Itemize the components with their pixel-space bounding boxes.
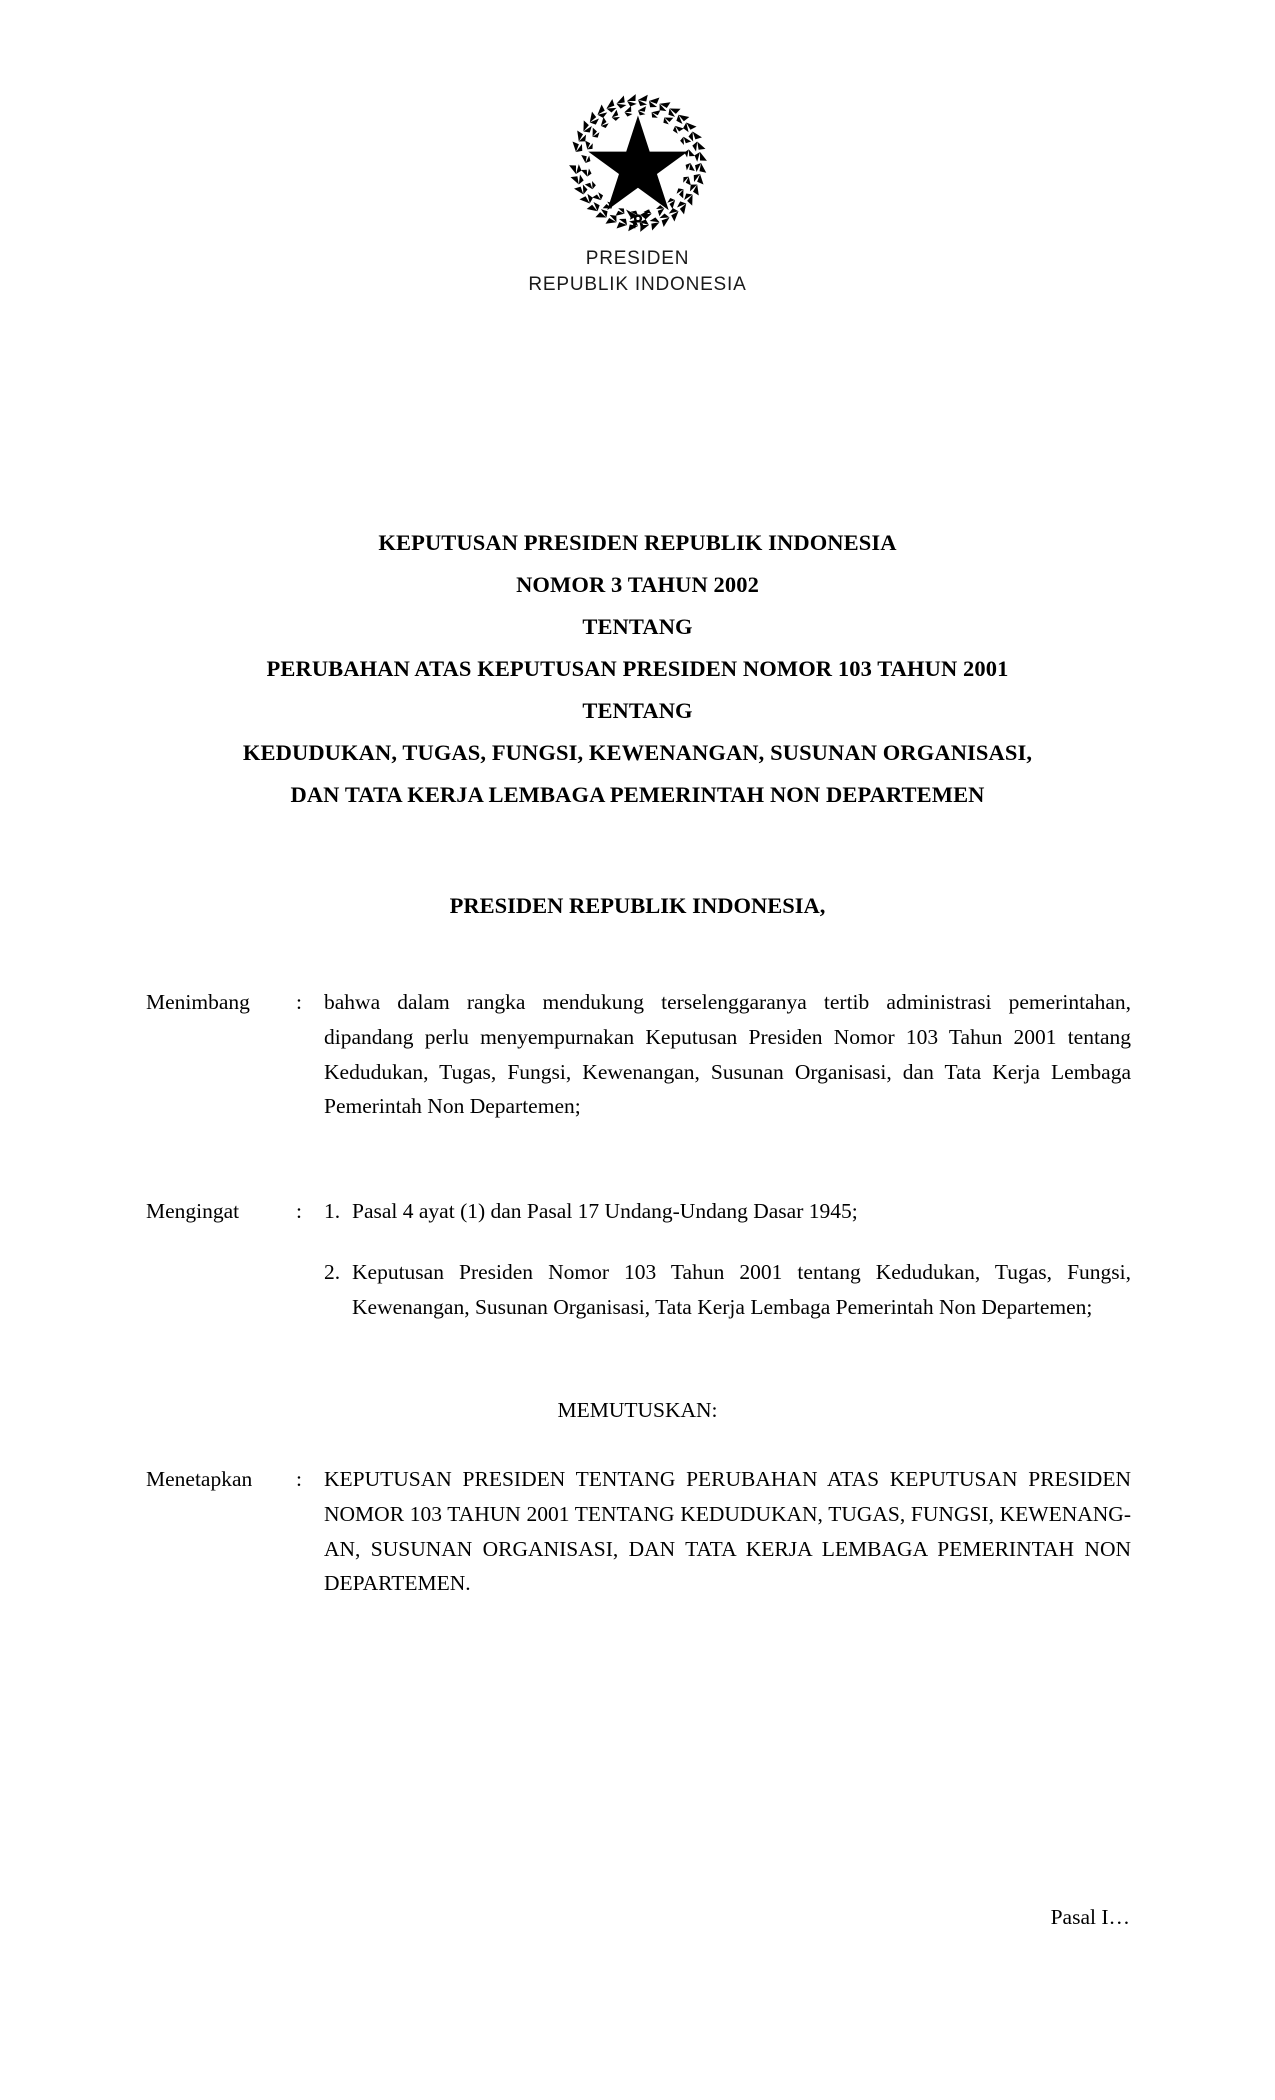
clause-menimbang xyxy=(146,985,1131,1124)
mengingat-list xyxy=(324,1194,1131,1324)
title-line-1: KEPUTUSAN PRESIDEN REPUBLIK INDONESIA xyxy=(378,530,897,555)
clause-mengingat xyxy=(146,1194,1131,1324)
document-title-block xyxy=(100,522,1175,816)
title-line-7: DAN TATA KERJA LEMBAGA PEMERINTAH NON DEPARTEMEN xyxy=(290,782,985,808)
title-line-4: PERUBAHAN ATAS KEPUTUSAN PRESIDEN NOMOR 103 TAHUN 2001 xyxy=(266,656,1009,682)
mengingat-item-1-marker: 1. xyxy=(324,1199,341,1223)
menimbang-colon: : xyxy=(296,990,302,1014)
menimbang-label: Menimbang xyxy=(146,990,250,1014)
mengingat-list-item xyxy=(324,1255,1131,1325)
letterhead-line-presiden: PRESIDEN xyxy=(585,248,690,269)
menimbang-body: bahwa dalam rangka mendukung terselenggaranya tertib administrasi pemerintahan, dipandang perlu menyempurnakan Keputusan Presiden Nomor 103 Tahun 2001 tentang Kedudukan, Tugas, Fungsi, Kewenangan, Susunan Organisasi, dan Tata Kerja Lembaga Pemerintah Non Departemen; xyxy=(324,990,1131,1119)
title-line-2: NOMOR 3 TAHUN 2002 xyxy=(516,572,759,598)
memutuskan-heading: MEMUTUSKAN: xyxy=(557,1398,718,1422)
page-continuation-note: Pasal I… xyxy=(1050,1905,1130,1929)
mengingat-item-2-marker: 2. xyxy=(324,1259,341,1284)
mengingat-list-item xyxy=(324,1194,1131,1229)
letterhead xyxy=(0,88,1275,297)
mengingat-item-2-text: Keputusan Presiden Nomor 103 Tahun 2001 tentang Kedudukan, Tugas, Fungsi, Kewenangan, Susunan Organisasi, Tata Kerja Lembaga Pemerintah Non Departemen; xyxy=(352,1259,1131,1319)
mengingat-label: Mengingat xyxy=(146,1199,240,1223)
letterhead-line-republik-indonesia: REPUBLIK INDONESIA xyxy=(528,273,747,295)
title-line-5: TENTANG xyxy=(582,698,693,724)
letterhead-text xyxy=(0,246,1275,297)
mengingat-item-1-text: Pasal 4 ayat (1) dan Pasal 17 Undang-Undang Dasar 1945; xyxy=(352,1199,858,1223)
garuda-star-wreath-emblem-icon xyxy=(558,88,718,238)
menetapkan-colon: : xyxy=(296,1467,302,1491)
title-line-6: KEDUDUKAN, TUGAS, FUNGSI, KEWENANGAN, SUSUNAN ORGANISASI, xyxy=(242,740,1033,766)
menetapkan-label: Menetapkan xyxy=(146,1467,253,1491)
title-line-3: TENTANG xyxy=(582,614,693,640)
menetapkan-body: KEPUTUSAN PRESIDEN TENTANG PERUBAHAN ATAS KEPUTUSAN PRESIDEN NOMOR 103 TAHUN 2001 TENTANG KEDUDUKAN, TUGAS, FUNGSI, KEWENANG-AN, SUSUNAN ORGANISASI, DAN TATA KERJA LEMBAGA PEMERINTAH NON DEPARTEMEN. xyxy=(324,1467,1131,1596)
authority-line: PRESIDEN REPUBLIK INDONESIA, xyxy=(449,893,826,918)
clause-menetapkan xyxy=(146,1462,1131,1601)
mengingat-colon: : xyxy=(296,1199,302,1223)
